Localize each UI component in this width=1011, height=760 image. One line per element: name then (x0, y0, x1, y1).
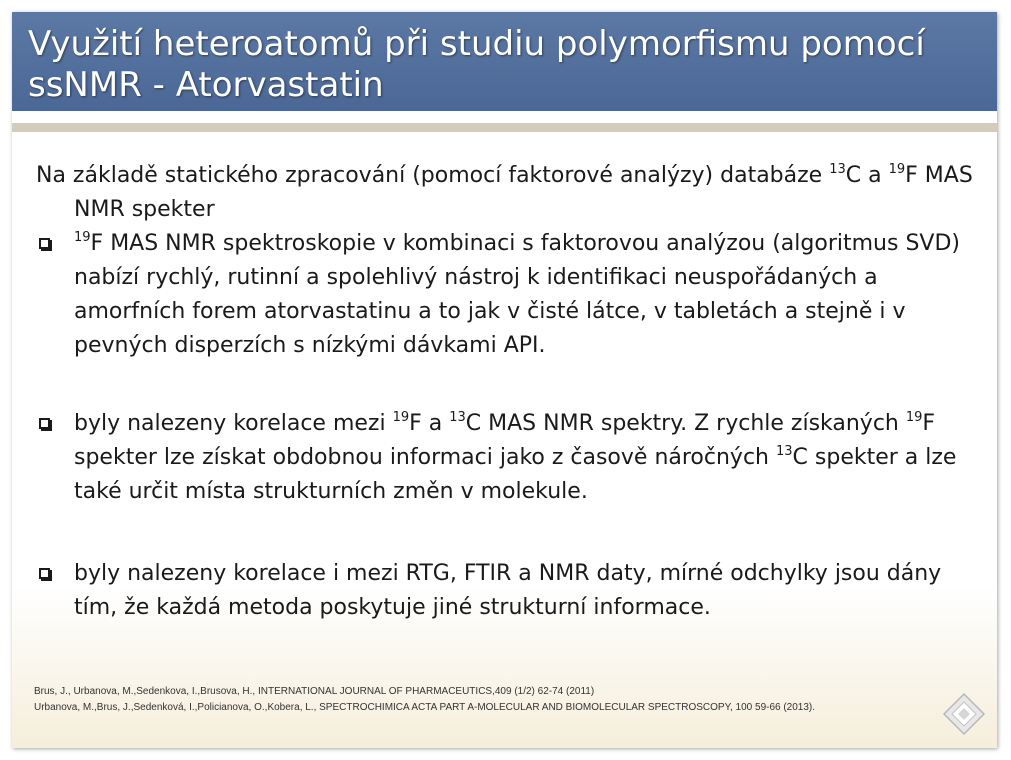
references (34, 684, 994, 716)
bullet-item-2: byly nalezeny korelace mezi $^{19}$F a $^{13}$C MAS NMR spektry. Z rychle získaných $^{19}$F spekter lze získat obdobnou informaci jako z časově náročných $^{13}$C spekter a lze také určit místa strukturních změn v molekule. (36, 407, 986, 509)
bullet-item-3: byly nalezeny korelace i mezi RTG, FTIR a NMR daty, mírné odchylky jsou dány tím, že každá metoda poskytuje jiné strukturní informace. (36, 557, 986, 625)
checkbox-bullet-icon (39, 238, 50, 249)
intro-paragraph: Na základě statického zpracování (pomocí faktorové analýzy) databáze $^{13}$C a $^{19}$F MAS NMR spekter (36, 162, 973, 222)
checkbox-bullet-icon (39, 418, 50, 429)
slide (12, 12, 997, 748)
title-bar (12, 12, 997, 111)
slide-content (36, 159, 986, 625)
reference-2: Urbanova, M.,Brus, J.,Sedenková, I.,Policianova, O.,Kobera, L., SPECTROCHIMICA ACTA PART A-MOLECULAR AND BIOMOLECULAR SPECTROSCOPY, 100 59-66 (2013). (34, 702, 816, 713)
title-divider (12, 123, 997, 132)
logo-icon (942, 692, 986, 736)
reference-1: Brus, J., Urbanova, M.,Sedenkova, I.,Brusova, H., INTERNATIONAL JOURNAL OF PHARMACEUTICS,409 (1/2) 62-74 (2011) (34, 686, 595, 697)
slide-title: Využití heteroatomů při studiu polymorfismu pomocí ssNMR - Atorvastatin (28, 24, 925, 105)
checkbox-bullet-icon (39, 568, 50, 579)
bullet-item-1: $^{19}$F MAS NMR spektroskopie v kombinaci s faktorovou analýzou (algoritmus SVD) nabízí rychlý, rutinní a spolehlivý nástroj k identifikaci neuspořádaných a amorfních forem atorvastatinu a to jak v čisté látce, v tabletách a stejně i v pevných disperzích s nízkými dávkami API. (36, 227, 986, 363)
